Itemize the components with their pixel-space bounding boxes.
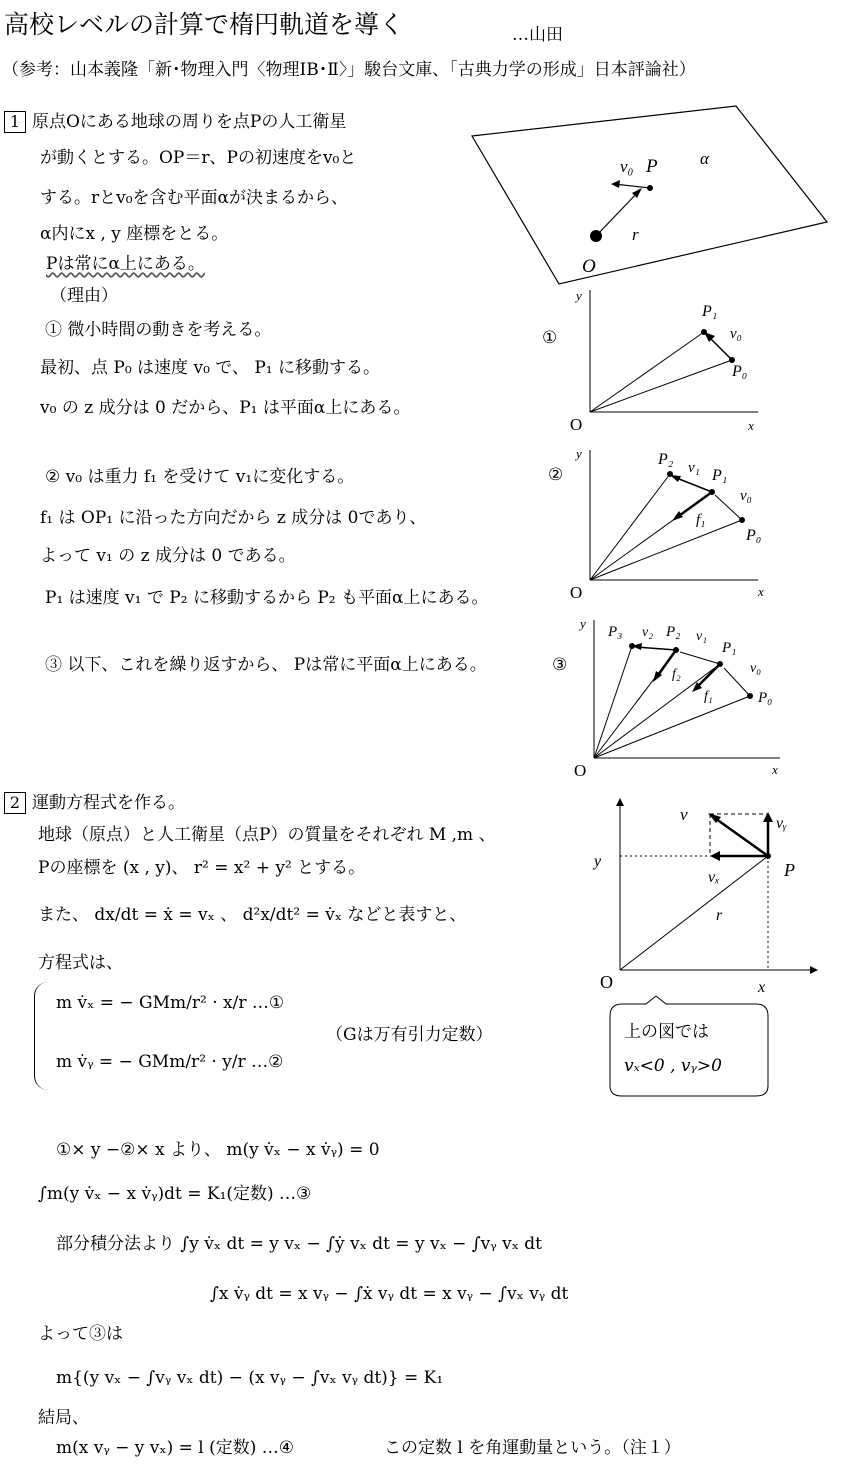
text-line: m{(y vₓ − ∫vᵧ vₓ dt) − (x vᵧ − ∫vₓ vᵧ dt)} = K₁ (56, 1368, 444, 1388)
point-P3 (629, 643, 635, 649)
x-label: x (758, 584, 764, 599)
point-P2 (673, 647, 679, 653)
figure-2-mark: ② (548, 465, 564, 485)
point-P (647, 185, 653, 191)
point-O (590, 230, 602, 242)
v0-label: v₀ (740, 488, 752, 504)
arrowhead (672, 511, 683, 521)
P2-label: P₂ (666, 624, 681, 640)
claim-line: Pは常にα上にある。 (46, 254, 205, 274)
section-2-heading: 2 運動方程式を作る。 (4, 792, 185, 814)
r-label: r (632, 225, 639, 244)
vx-label: vₓ (708, 869, 720, 886)
O-label: O (570, 583, 583, 602)
f1-vector (696, 664, 720, 688)
text-line: v₀ の z 成分は 0 だから、P₁ は平面α上にある。 (40, 398, 411, 418)
vy-label: vᵧ (776, 815, 787, 832)
f1-label: f₁ (696, 512, 706, 528)
v0-label: v₀ (730, 326, 742, 342)
O-label: O (582, 256, 596, 277)
note-G: （Gは万有引力定数） (326, 1025, 493, 1045)
line-OP1 (590, 332, 704, 412)
y-label: y (576, 446, 582, 461)
text-line: f₁ は OP₁ に沿った方向だから z 成分は 0であり、 (40, 508, 427, 528)
section-1-heading: 1 原点Oにある地球の周りを点Pの人工衛星 (4, 111, 346, 133)
point-P (765, 853, 771, 859)
line-OP0 (590, 360, 732, 412)
P1-label: P₁ (712, 467, 728, 484)
arrowhead (810, 966, 818, 974)
text-line: ② v₀ は重力 f₁ を受けて v₁に変化する。 (45, 467, 355, 487)
figure-3-mark: ③ (552, 655, 568, 675)
y-label: y (580, 616, 586, 631)
text-line: この定数 l を角運動量という。（注１） (384, 1438, 681, 1458)
equation-4: m(x vᵧ − y vₓ) = l (定数) …④ (56, 1438, 295, 1458)
r-label: r (716, 907, 723, 924)
point-P1 (701, 329, 707, 335)
callout-line-2: vₓ<0 , vᵧ>0 (624, 1056, 722, 1076)
equation-1: m v̇ₓ = − GMm/r² · x/r …① (56, 993, 285, 1013)
point-P0 (739, 517, 745, 523)
v2-label: v₂ (642, 625, 654, 640)
f2-label: f₂ (672, 667, 681, 682)
v-label: v (680, 805, 688, 824)
equation-3: ∫m(y v̇ₓ − x v̇ᵧ)dt = K₁(定数) …③ (38, 1184, 312, 1204)
text-line: （理由） (50, 286, 118, 306)
text-line: Pの座標を (x , y)、 r² = x² + y² とする。 (38, 858, 366, 878)
text-line: ∫x v̇ᵧ dt = x vᵧ − ∫ẋ vᵧ dt = x vᵧ − ∫vₓ vᵧ dt (210, 1284, 569, 1304)
O-label: O (570, 415, 583, 434)
plane-figure (470, 100, 850, 290)
text-line: よって③は (38, 1324, 123, 1344)
page-title: 高校レベルの計算で楕円軌道を導く (4, 10, 405, 39)
arrowhead (611, 180, 620, 188)
brace (34, 982, 51, 1090)
P3-label: P₃ (608, 624, 623, 640)
section-number: 2 (4, 792, 26, 814)
author: …山田 (512, 25, 563, 45)
figure-3 (568, 612, 788, 782)
text-line: ①× y −②× x より、 m(y v̇ₓ − x v̇ᵧ) = 0 (56, 1140, 380, 1160)
reference: （参考：山本義隆「新･物理入門〈物理ⅠB･Ⅱ〉」駿台文庫、「古典力学の形成」日本評論社） (2, 60, 696, 80)
v1-vector (680, 652, 720, 664)
P1-label: P₁ (722, 640, 737, 656)
y-label: y (594, 853, 602, 870)
y-label: y (576, 288, 582, 303)
P2-label: P₂ (658, 451, 674, 468)
text-line: 地球（原点）と人工衛星（点P）の質量をそれぞれ M ,m 、 (38, 825, 496, 845)
v0-vector (724, 668, 750, 696)
r-line (620, 856, 768, 970)
point-P2 (667, 471, 673, 477)
P0-label: P₀ (746, 527, 762, 544)
P1-label: P₁ (702, 303, 718, 320)
text-line: 結局、 (38, 1408, 89, 1428)
O-label: O (574, 761, 587, 780)
f1-label: f₁ (704, 689, 713, 704)
P-label: P (646, 156, 658, 177)
alpha-label: α (700, 149, 709, 168)
callout-line-1: 上の図では (624, 1022, 709, 1042)
arrowhead (763, 812, 773, 822)
text-line: 部分積分法より ∫y v̇ₓ dt = y vₓ − ∫ẏ vₓ dt = y vₓ − ∫vᵧ vₓ dt (56, 1234, 543, 1254)
x-label: x (772, 762, 778, 777)
P0-label: P₀ (758, 690, 773, 706)
x-label: x (758, 979, 766, 996)
v0-label: v₀ (620, 157, 634, 176)
text-line: よって v₁ の z 成分は 0 である。 (40, 546, 296, 566)
figure-2 (568, 444, 768, 604)
O-label: O (600, 972, 613, 992)
point-P1 (709, 489, 715, 495)
text-line: が動くとする。OP＝r、Pの初速度をv₀と (40, 148, 357, 168)
figure-1-mark: ① (542, 328, 558, 348)
equation-2: m v̇ᵧ = − GMm/r² · y/r …② (56, 1052, 284, 1072)
v0-label: v₀ (750, 661, 762, 676)
text-line: ① 微小時間の動きを考える。 (45, 320, 272, 340)
v-vector (712, 816, 768, 856)
text-line: α内にx , y 座標をとる。 (40, 224, 229, 244)
text-line: ③ 以下、これを繰り返すから、 Pは常に平面α上にある。 (45, 655, 487, 675)
v1-vector (674, 477, 712, 492)
P-label: P (784, 860, 795, 880)
velocity-figure (590, 790, 830, 1000)
v1-label: v₁ (688, 460, 700, 476)
v2-vector (636, 647, 676, 650)
section-number: 1 (4, 111, 26, 133)
arrowhead (616, 798, 624, 806)
v0-vector (715, 495, 742, 520)
x-label: x (748, 418, 754, 433)
point-P0 (747, 693, 753, 699)
f1-vector (676, 492, 712, 518)
text-line: 最初、点 P₀ は速度 v₀ で、 P₁ に移動する。 (40, 358, 381, 378)
P0-label: P₀ (732, 363, 748, 380)
arrowhead (710, 851, 720, 861)
callout-bubble (606, 994, 774, 1100)
plane-outline (472, 106, 827, 284)
figure-1 (568, 284, 768, 434)
line-OP3 (594, 646, 632, 758)
point-P1 (717, 661, 723, 667)
text-line: P₁ は速度 v₁ で P₂ に移動するから P₂ も平面α上にある。 (45, 588, 489, 608)
v1-label: v₁ (696, 629, 708, 644)
text-line: 方程式は、 (38, 953, 123, 973)
text-line: また、 dx/dt = ẋ = vₓ 、 d²x/dt² = v̇ₓ などと表すと、 (38, 905, 467, 925)
text-line: する。rとv₀を含む平面αが決まるから、 (40, 188, 349, 208)
